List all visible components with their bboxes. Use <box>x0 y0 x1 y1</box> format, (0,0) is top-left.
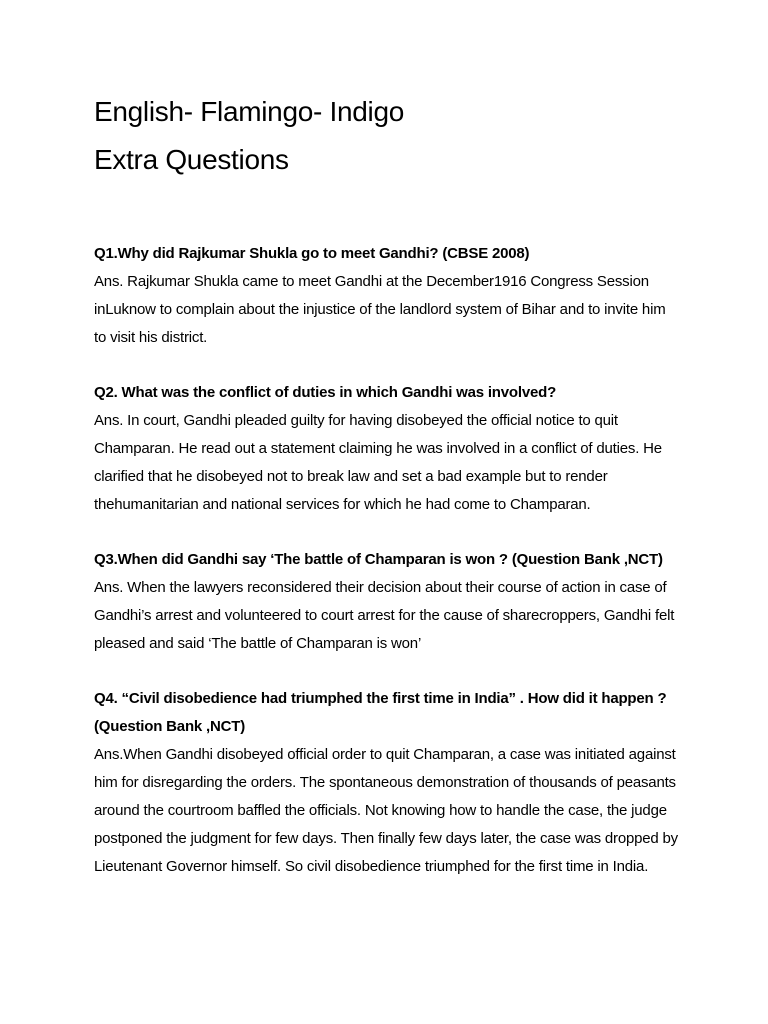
question-text: Q1.Why did Rajkumar Shukla go to meet Gandhi? (CBSE 2008) <box>94 245 530 262</box>
answer-text: Ans. In court, Gandhi pleaded guilty for having disobeyed the official notice to quit Champaran. He read out a statement claiming he was involved in a conflict of duties. He clarified that he disobeyed not to break law and set a bad example but to render thehumanitarian and national services for which he had come to Champaran. <box>94 412 662 513</box>
answer-text: Ans.When Gandhi disobeyed official order to quit Champaran, a case was initiated against him for disregarding the orders. The spontaneous demonstration of thousands of peasants around the courtroom baffled the officials. Not knowing how to handle the case, the judge postponed the judgment for few days. Then finally few days later, the case was dropped by Lieutenant Governor himself. So civil disobedience triumphed for the first time in India. <box>94 746 678 875</box>
question-block-4 <box>94 685 678 881</box>
question-block-2 <box>94 379 678 519</box>
title-line-2: Extra Questions <box>94 144 289 175</box>
question-text: Q2. What was the conflict of duties in which Gandhi was involved? <box>94 384 557 401</box>
answer-text: Ans. Rajkumar Shukla came to meet Gandhi at the December1916 Congress Session inLuknow to complain about the injustice of the landlord system of Bihar and to invite him to visit his district. <box>94 273 666 346</box>
question-text: Q3.When did Gandhi say ‘The battle of Champaran is won ? (Question Bank ,NCT) <box>94 551 663 568</box>
question-text: Q4. “Civil disobedience had triumphed the first time in India” . How did it happen ? (Question Bank ,NCT) <box>94 690 667 735</box>
question-block-3 <box>94 546 678 658</box>
question-block-1 <box>94 240 678 352</box>
title-line-1: English- Flamingo- Indigo <box>94 96 404 127</box>
document-title <box>94 88 678 184</box>
answer-text: Ans. When the lawyers reconsidered their decision about their course of action in case of Gandhi’s arrest and volunteered to court arrest for the cause of sharecroppers, Gandhi felt pleased and said ‘The battle of Champaran is won’ <box>94 579 675 652</box>
question-list <box>94 240 678 881</box>
